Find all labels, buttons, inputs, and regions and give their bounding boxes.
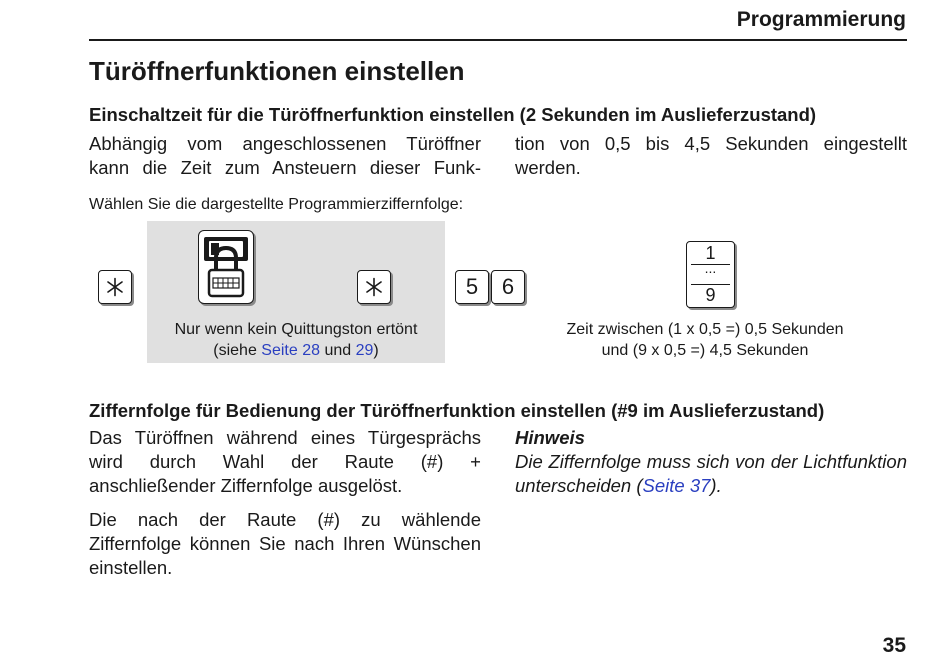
time-caption-line1: Zeit zwischen (1 x 0,5 =) 0,5 Sekunden [566,321,844,338]
digit-range-top: 1 [705,243,716,263]
sequence-instruction: Wählen Sie die dargestellte Programmierziffernfolge: [89,196,464,213]
star-key-icon [357,270,391,304]
hinweis-text-block [515,450,907,498]
digit-range-bottom: 9 [705,285,716,305]
section1-right-line1: tion von 0,5 bis 4,5 Sekunden eingestellt [515,133,907,154]
door-lock-key-icon [198,230,254,304]
digit-range-stack [686,241,735,308]
lock-condition-caption [147,319,445,361]
page-28-link[interactable]: Seite 28 [261,342,321,359]
lock-caption-post: ) [373,342,379,359]
section2-heading: Ziffernfolge für Bedienung der Türöffnerfunktion einstellen (#9 im Auslieferzustand) [89,400,825,421]
digit-key-6: 6 [491,270,525,304]
lock-caption-pre: (siehe [213,342,262,359]
hinweis-label: Hinweis [515,427,585,448]
section2-paragraph2: Die nach der Raute (#) zu wählende Ziffernfolge können Sie nach Ihren Wünschen einstellen. [89,509,481,578]
section2-paragraph1: Das Türöffnen während eines Türgesprächs wird durch Wahl der Raute (#) + anschließender Ziffernfolge ausgelöst. [89,427,481,496]
lock-caption-mid: und [320,342,356,359]
header-title: Programmierung [736,8,906,31]
digit-range-middle: ... [704,260,717,276]
digit-key-5: 5 [455,270,489,304]
time-caption-line2: und (9 x 0,5 =) 4,5 Sekunden [601,342,809,359]
lock-caption-line1: Nur wenn kein Quittungston ertönt [174,321,418,338]
hinweis-note [515,426,907,498]
section1-left-line2: kann die Zeit zum Ansteuern dieser Funk- [89,157,481,178]
section1-right-line2: werden. [515,157,581,178]
page-title: Türöffnerfunktionen einstellen [89,56,465,86]
page-number: 35 [882,634,906,657]
lock-caption-line2 [147,340,445,361]
header-divider [89,39,907,41]
section1-left-column [89,132,481,180]
time-caption [530,319,880,361]
page-29-link[interactable]: 29 [355,342,374,359]
section1-right-column [515,132,907,180]
section1-left-line1: Abhängig vom angeschlossenen Türöffner [89,133,481,154]
star-key-icon [98,270,132,304]
hinweis-end: ). [710,475,722,496]
section1-heading: Einschaltzeit für die Türöffnerfunktion einstellen (2 Sekunden im Auslieferzustand) [89,104,817,125]
page-37-link[interactable]: Seite 37 [642,475,711,496]
hinweis-text: Die Ziffernfolge muss sich von der Lichtfunktion unterscheiden ( [515,451,907,496]
section2-left-column [89,426,481,590]
